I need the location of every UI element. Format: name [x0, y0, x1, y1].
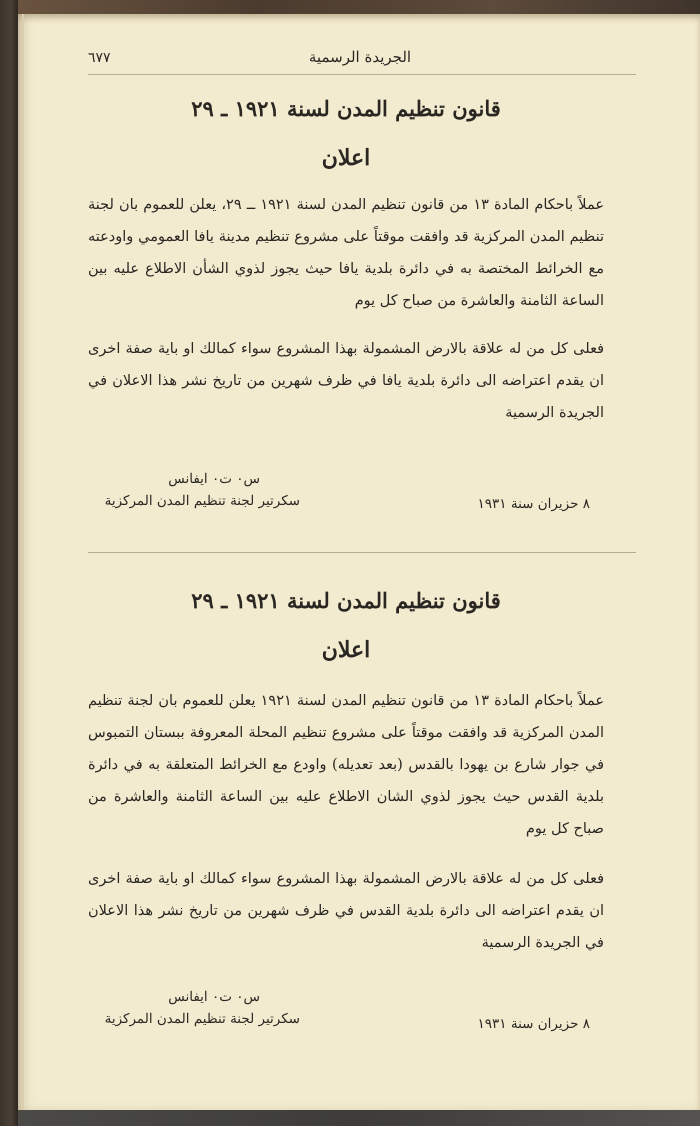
- notice-2-paragraph-2: فعلى كل من له علاقة بالارض المشمولة بهذا المشروع سواء كمالك او باية صفة اخرى ان يقدم اعتراضه الى دائرة بلدية القدس في ظرف شهرين من تاريخ نشر هذا الاعلان في الجريدة الرسمية: [88, 871, 604, 951]
- notice-2-signatory-title: سكرتير لجنة تنظيم المدن المركزية: [104, 1011, 300, 1027]
- book-spine: [0, 0, 18, 1126]
- notice-2-paragraph-1: عملاً باحكام المادة ١٣ من قانون تنظيم المدن لسنة ١٩٢١ يعلن للعموم بان لجنة تنظيم المدن المركزية قد وافقت موقتاً على مشروع تنظيم المحلة المعروفة ببستان التمبوس في جوار شارع بن يهودا بالقدس (بعد تعديله) واودع مع الخرائط المتعلقة به في دائرة بلدية القدس حيث يجوز لذوي الشان الاطلاع عليه بين الساعة الثامنة والعاشرة من صباح كل يوم: [88, 693, 604, 837]
- notice-2: [88, 588, 604, 959]
- notice-1-signatory-name: س٠ ت٠ ايفانس: [168, 471, 260, 487]
- gazette-name: الجريدة الرسمية: [308, 48, 412, 66]
- notice-2-heading: اعلان: [321, 637, 371, 663]
- notice-1-signature: [100, 468, 300, 512]
- notice-separator: [88, 552, 636, 553]
- notice-1-date: ٨ حزيران سنة ١٩٣١: [477, 496, 590, 512]
- notice-2-signatory-name: س٠ ت٠ ايفانس: [168, 989, 260, 1005]
- notice-2-date: ٨ حزيران سنة ١٩٣١: [477, 1016, 590, 1032]
- page-number: ٦٧٧: [88, 50, 111, 66]
- notice-2-signature: [100, 986, 300, 1030]
- notice-1-law-title: قانون تنظيم المدن لسنة ١٩٢١ ـ ٢٩: [191, 96, 501, 121]
- page-inner-edge: [22, 14, 24, 1112]
- notice-1-heading: اعلان: [321, 145, 371, 171]
- page-bottom-border: [18, 1110, 700, 1126]
- notice-1: [88, 96, 604, 429]
- notice-1-paragraph-2: فعلى كل من له علاقة بالارض المشمولة بهذا المشروع سواء كمالك او باية صفة اخرى ان يقدم اعتراضه الى دائرة بلدية يافا في ظرف شهرين من تاريخ نشر هذا الاعلان في الجريدة الرسمية: [88, 341, 604, 421]
- notice-1-paragraph-1: عملاً باحكام المادة ١٣ من قانون تنظيم المدن لسنة ١٩٢١ ــ ٢٩، يعلن للعموم بان لجنة تنظيم المدن المركزية قد وافقت موقتاً على مشروع تنظيم مدينة يافا العمومي واودعته مع الخرائط المختصة به في دائرة بلدية يافا حيث يجوز لذوي الشأن الاطلاع عليه بين الساعة الثامنة والعاشرة من صباح كل يوم: [88, 197, 604, 309]
- notice-1-signatory-title: سكرتير لجنة تنظيم المدن المركزية: [104, 493, 300, 509]
- header-rule: [88, 74, 636, 75]
- notice-2-law-title: قانون تنظيم المدن لسنة ١٩٢١ ـ ٢٩: [191, 588, 501, 613]
